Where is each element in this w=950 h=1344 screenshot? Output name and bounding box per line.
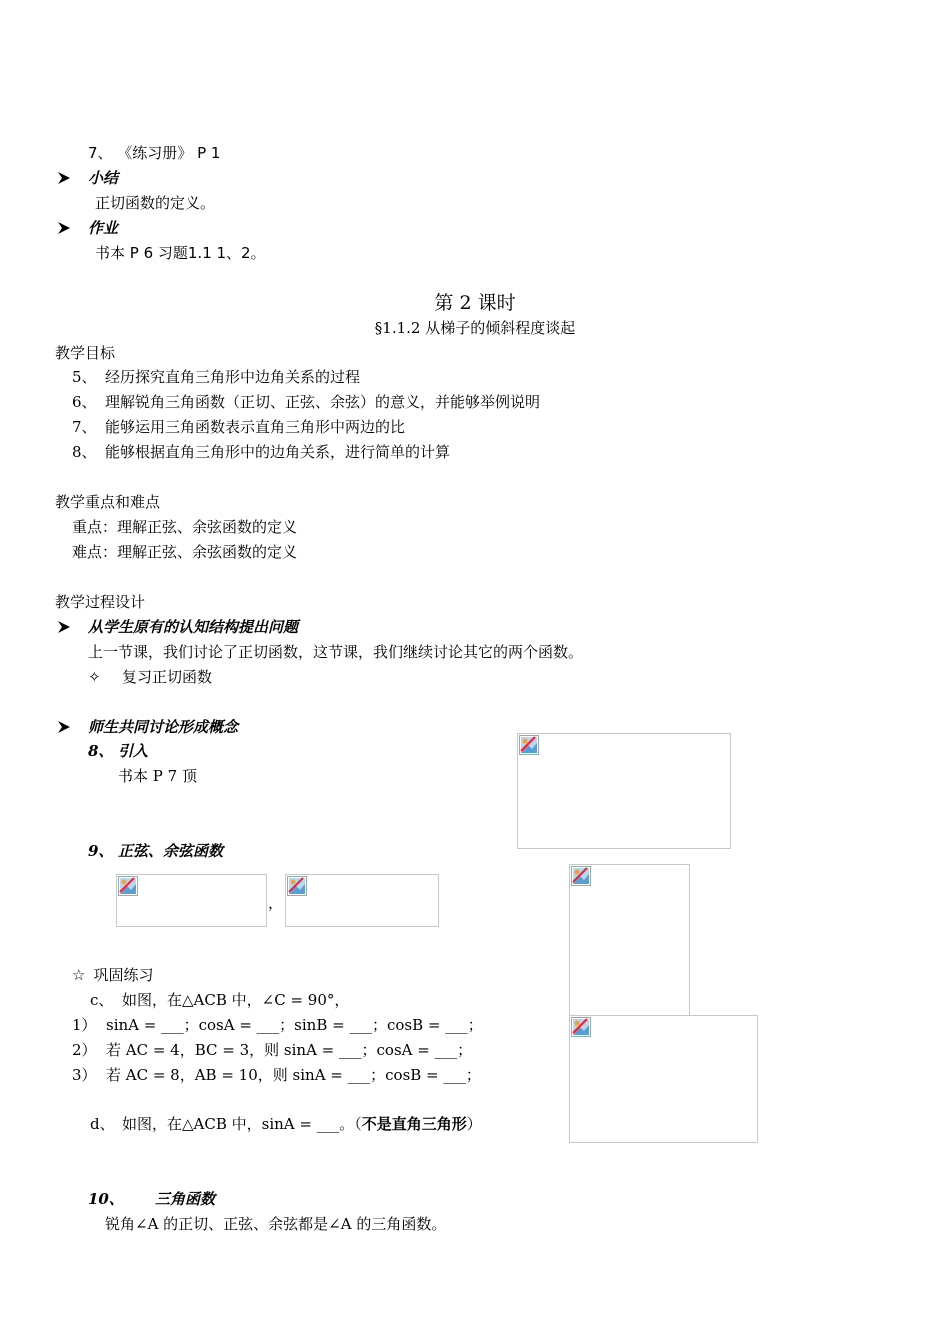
point-10-title: 三角函数 <box>155 1190 216 1208</box>
practice-heading-line <box>72 965 153 985</box>
lesson-subtitle: §1.1.2 从梯子的倾斜程度谈起 <box>374 319 576 337</box>
question-3-number: 3） <box>72 1066 97 1084</box>
star-icon: ☆ <box>72 966 86 984</box>
ladder-figure-image <box>517 733 731 849</box>
point-10-text: 锐角∠A 的正切、正弦、余弦都是∠A 的三角函数。 <box>105 1215 447 1233</box>
item-7-workbook: 7、 《练习册》 P 1 <box>88 144 221 162</box>
point-9-title: 正弦、余弦函数 <box>118 842 224 860</box>
goals-heading: 教学目标 <box>55 344 116 362</box>
review-bullet <box>88 667 212 687</box>
question-1-text: sinA = ___；cosA = ___；sinB = ___；cosB = ___； <box>106 1016 483 1034</box>
exercise-d-label: d、 <box>90 1115 115 1133</box>
exercise-d-text: 如图，在△ACB 中，sinA = ___。（ <box>122 1115 362 1133</box>
section-1-text: 上一节课，我们讨论了正切函数，这节课，我们继续讨论其它的两个函数。 <box>88 643 584 661</box>
question-2-text: 若 AC = 4，BC = 3，则 sinA = ___；cosA = ___； <box>106 1041 473 1059</box>
review-bullet-text: 复习正切函数 <box>122 668 213 686</box>
section-1-heading: 从学生原有的认知结构提出问题 <box>88 618 299 636</box>
broken-image-icon <box>519 735 539 755</box>
process-heading: 教学过程设计 <box>55 593 146 611</box>
cosine-formula-image <box>285 874 439 927</box>
formula-separator: ， <box>268 894 284 912</box>
lesson-title: 第 2 课时 <box>434 292 516 314</box>
practice-heading: 巩固练习 <box>93 966 154 984</box>
focus-key-point: 重点：理解正弦、余弦函数的定义 <box>72 518 298 536</box>
point-8-title: 引入 <box>118 742 149 760</box>
arrowhead-bullet-icon <box>56 717 72 737</box>
four-point-star-icon: ✧ <box>88 668 101 686</box>
section-2-heading: 师生共同讨论形成概念 <box>88 718 239 736</box>
focus-difficult-point: 难点：理解正弦、余弦函数的定义 <box>72 543 298 561</box>
goal-text: 理解锐角三角函数（正切、正弦、余弦）的意义，并能够举例说明 <box>105 393 541 411</box>
broken-image-icon <box>571 866 591 886</box>
point-9-number: 9、 <box>88 842 114 860</box>
point-10-number: 10、 <box>88 1190 124 1208</box>
broken-image-icon <box>571 1017 591 1037</box>
arrowhead-bullet-icon <box>56 168 72 188</box>
arrowhead-bullet-icon <box>56 218 72 238</box>
question-1-number: 1） <box>72 1016 97 1034</box>
oblique-triangle-figure-image <box>569 1015 758 1143</box>
question-2-number: 2） <box>72 1041 97 1059</box>
right-triangle-figure-image <box>569 864 690 1020</box>
broken-image-icon <box>118 876 138 896</box>
broken-image-icon <box>287 876 307 896</box>
point-8-number: 8、 <box>88 742 114 760</box>
goal-number: 7、 <box>72 418 97 436</box>
question-3-text: 若 AC = 8，AB = 10，则 sinA = ___；cosB = ___； <box>106 1066 481 1084</box>
goal-text: 经历探究直角三角形中边角关系的过程 <box>105 368 361 386</box>
goal-number: 6、 <box>72 393 97 411</box>
exercise-c-label: c、 <box>90 991 114 1009</box>
goal-text: 能够根据直角三角形中的边角关系，进行简单的计算 <box>105 443 451 461</box>
arrowhead-bullet-icon <box>56 617 72 637</box>
sine-formula-image <box>116 874 267 927</box>
exercise-d-line <box>122 1114 482 1134</box>
homework-text: 书本 P 6 习题1.1 1、2。 <box>95 244 266 262</box>
exercise-c-text: 如图，在△ACB 中，∠C = 90°， <box>122 991 350 1009</box>
goal-number: 5、 <box>72 368 97 386</box>
exercise-d-emphasis: 不是直角三角形 <box>361 1115 467 1133</box>
summary-heading: 小结 <box>88 169 119 187</box>
exercise-d-end: ） <box>466 1115 482 1133</box>
homework-heading: 作业 <box>88 219 119 237</box>
point-8-text: 书本 P 7 顶 <box>118 767 197 785</box>
focus-heading: 教学重点和难点 <box>55 493 161 511</box>
goal-text: 能够运用三角函数表示直角三角形中两边的比 <box>105 418 406 436</box>
goal-number: 8、 <box>72 443 97 461</box>
summary-text: 正切函数的定义。 <box>95 194 216 212</box>
